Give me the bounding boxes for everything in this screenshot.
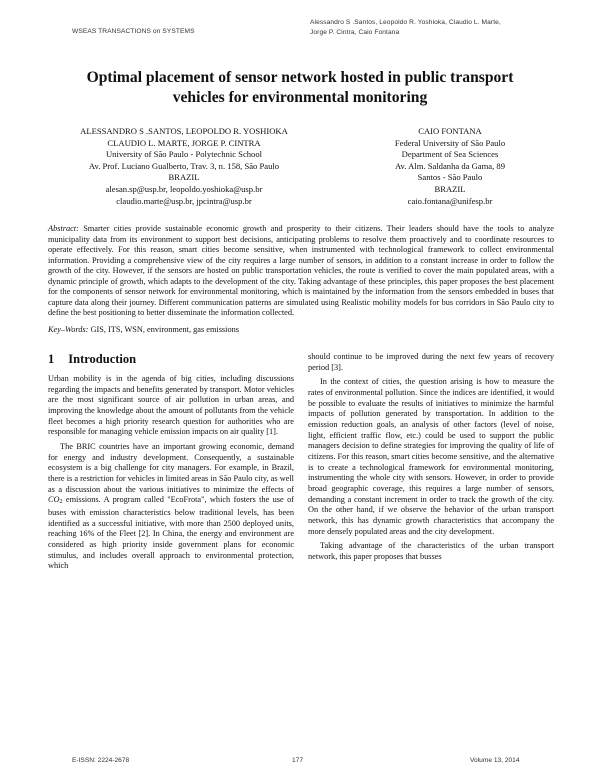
paragraph-text: emissions. A program called "EcoFrota", which fosters the use of buses with emission characteristics below traditional levels, has been identified as a successful initiative, with more than 2500 deployed units, reaching 16% of the Fleet [2]. In China, the energy and environment are considered as high priority inside government plans for economic stimulus, and includes overall approach to environmental protection, which xyxy=(48,495,294,571)
paper-title xyxy=(40,68,560,108)
author-emails-2: claudio.marte@usp.br, jpcintra@usp.br xyxy=(116,195,252,206)
footer-issn: E-ISSN: 2224-2678 xyxy=(72,757,130,764)
department-right: Department of Sea Sciences xyxy=(401,149,499,160)
paragraph: In the context of cities, the question arising is how to measure the rates of environmental pollution. Since the indices are identified, it would be possible to evaluate the results of initiatives to minimize the harmful impacts of pollution generated by transportation. In addition to the emission reduction goals, an analysis of other factors (level of noise, light, efficient traffic flow, etc.) could be used to support the public managers decision to define strategies for improving the quality of life of citizens. For this reason, smart cities become sensitive, and the alternative is to create a technological framework for environmental monitoring, instrumenting the whole city with sensors. However, in order to provide broad geographic coverage, this requires a large number of sensors, demanding a constant increment in order to track the growth of the city. On the other hand, if we observe the behavior of the urban transport network, this has dynamic growth characteristics that accompany the more densely populated areas and the city development. xyxy=(308,377,554,536)
keywords-text: GIS, ITS, WSN, environment, gas emissions xyxy=(90,325,239,334)
author-block-right xyxy=(350,126,550,207)
paragraph: should continue to be improved during the next few years of recovery period [3]. xyxy=(308,352,554,372)
section-number: 1 xyxy=(48,352,55,366)
running-header-authors xyxy=(310,18,501,37)
formula-subscript: 2 xyxy=(59,499,63,506)
keywords-label: Key–Words: xyxy=(48,325,89,334)
section-title: Introduction xyxy=(68,352,137,366)
footer-page-number: 177 xyxy=(292,757,304,764)
abstract xyxy=(48,224,554,319)
paragraph xyxy=(48,442,294,572)
section-heading xyxy=(48,352,136,367)
author-block-left xyxy=(48,126,320,207)
paragraph-text: The BRIC countries have an important growing economic, demand for energy and industry development. Consequently, a sustainable ecosystem is a big challenge for city managers. For example, in Brazil, there is a restriction for vehicles in limited areas in São Paulo city, as well as a discussion about the various initiatives to minimize the effects of xyxy=(48,441,294,494)
paper-title-line2: vehicles for environmental monitoring xyxy=(172,89,428,106)
running-header-journal: WSEAS TRANSACTIONS on SYSTEMS xyxy=(72,28,195,35)
running-header-authors-line2: Jorge P. Cintra, Caio Fontana xyxy=(310,28,400,36)
footer-volume: Volume 13, 2014 xyxy=(470,757,520,764)
author-names-1: ALESSANDRO S .SANTOS, LEOPOLDO R. YOSHIOKA xyxy=(80,126,288,136)
author-names-2: CLAUDIO L. MARTE, JORGE P. CINTRA xyxy=(107,137,261,148)
author-name-right: CAIO FONTANA xyxy=(418,126,482,136)
author-country: BRAZIL xyxy=(168,172,200,183)
abstract-label: Abstract: xyxy=(48,224,79,233)
column-left xyxy=(48,374,294,572)
running-header-authors-line1: Alessandro S .Santos, Leopoldo R. Yoshioka, Claudio L. Marte, xyxy=(310,19,501,26)
paragraph: Taking advantage of the characteristics of the urban transport network, this paper proposes that busses xyxy=(308,541,554,561)
column-right xyxy=(308,352,554,562)
affiliation-right: Federal University of São Paulo xyxy=(394,137,506,148)
keywords xyxy=(48,325,239,334)
country-right: BRAZIL xyxy=(434,183,466,194)
author-emails-1: alesan.sp@usp.br, leopoldo.yoshioka@usp.br xyxy=(105,183,263,194)
email-right: caio.fontana@unifesp.br xyxy=(407,195,493,206)
formula-co: CO xyxy=(48,495,60,505)
city-right: Santos - São Paulo xyxy=(417,172,483,183)
author-address: Av. Prof. Luciano Gualberto, Trav. 3, n. 158, São Paulo xyxy=(88,160,280,171)
abstract-text: Smarter cities provide sustainable economic growth and prosperity to their citizens. Their leaders should have the tools to analyze municipality data from its environment to support best decisions, anticipating problems to resolve them proactively and to coordinate resources to operate effectively. For this reason, smart cities become sensitive, when instrumented with technological framework to collect environmental information. Providing a comprehensive view of the city requires a large number of sensors, in addition to a constant increase in order to follow the growth of the city. However, if the sensors are hosted on public transportation vehicles, the route is verified to cover the main populated areas, with a dynamic principle of growth, which adapts to the development of the city. Taking advantage of these principles, this paper proposes the best placement for the components of sensor network for environmental monitoring, which is maintained by the information from the sensors embedded in buses that capture data along their journey. Different communication patterns are simulated using Realistic mobility models for bus corridors in São Paulo city to define the best positioning to better disseminate the information collected. xyxy=(48,224,554,318)
paper-title-line1: Optimal placement of sensor network hosted in public transport xyxy=(86,69,514,86)
address-right: Av. Alm. Saldanha da Gama, 89 xyxy=(394,160,506,171)
paragraph: Urban mobility is in the agenda of big cities, including discussions regarding the impacts and benefits generated by transport. Motor vehicles are the most significant source of air pollution in urban areas, and improving the knowledge about the amount of pollutants from the vehicle fleet becomes a high priority research question for authorities who are responsible for managing vehicle emission impacts on air quality [1]. xyxy=(48,374,294,437)
author-affiliation: University of São Paulo - Polytechnic School xyxy=(105,149,263,160)
